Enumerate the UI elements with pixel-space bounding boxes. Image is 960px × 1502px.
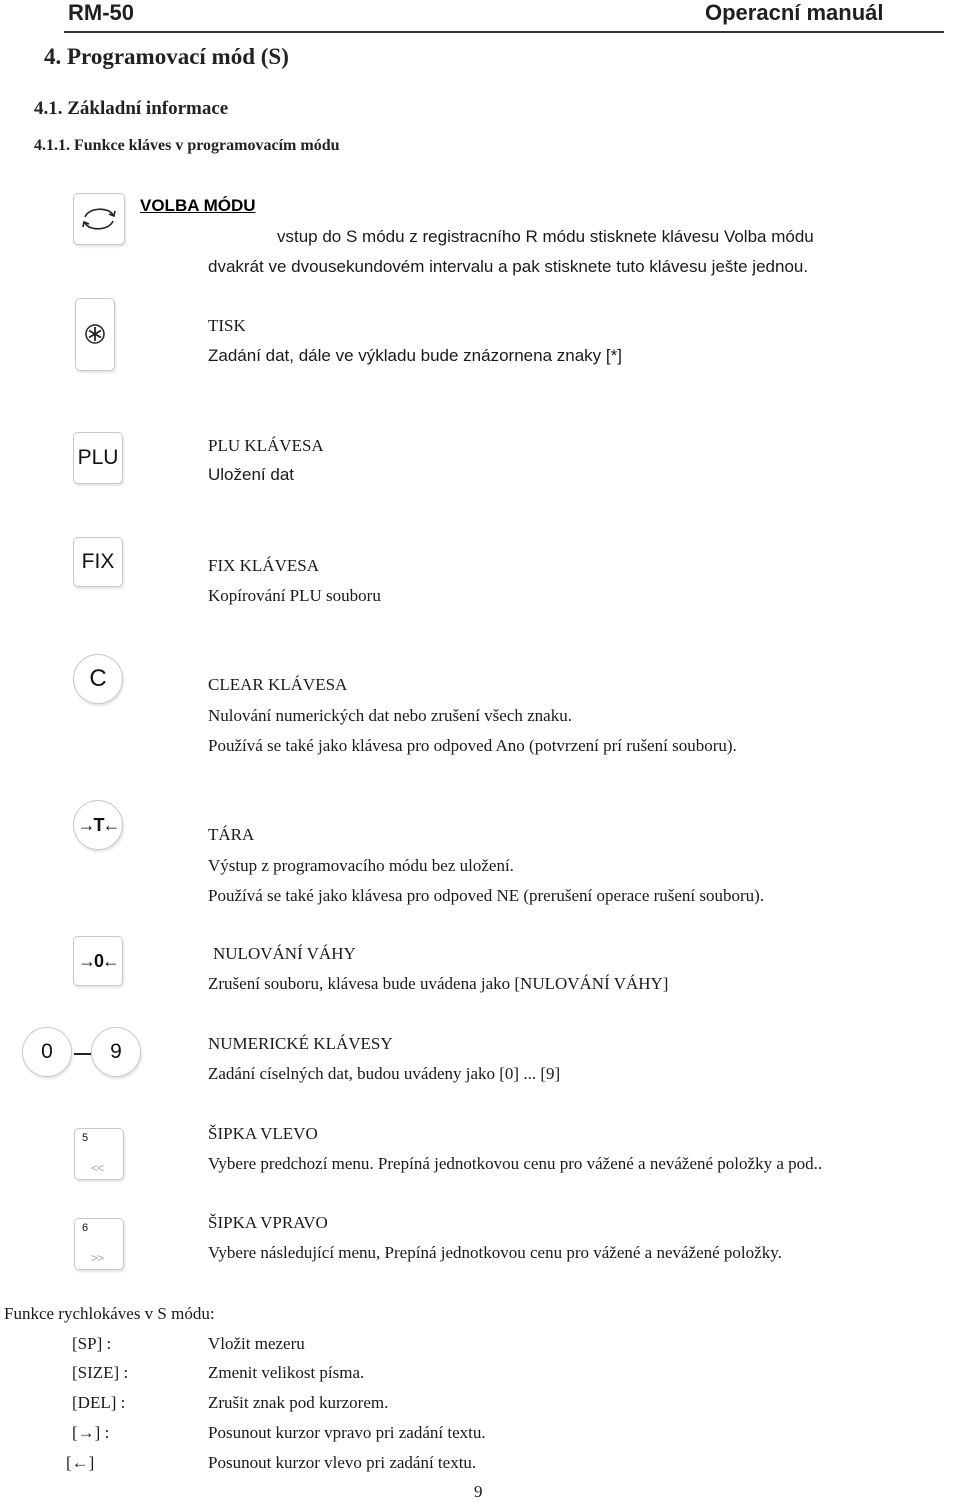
header-divider	[64, 31, 944, 33]
plu-key-title: PLU KLÁVESA	[208, 436, 324, 455]
shortcuts-title: Funkce rychlokáves v S módu:	[4, 1304, 215, 1323]
key-number-6: 6	[82, 1222, 89, 1234]
arrow-left-key-icon: <<	[91, 1161, 104, 1175]
plu-key-desc: Uložení dat	[208, 465, 294, 484]
plu-icon: PLU	[77, 446, 119, 469]
header-model: RM-50	[68, 0, 135, 25]
plu-key	[73, 432, 123, 484]
arrow-right-key-icon: >>	[91, 1251, 104, 1265]
shortcut-key-right: [→] :	[72, 1423, 110, 1442]
shortcut-key-sp: [SP] :	[72, 1334, 112, 1353]
shortcut-key-left: [←]	[66, 1453, 95, 1472]
clear-key-desc-1: Nulování numerických dat nebo zrušení všech znaku.	[208, 706, 572, 725]
arrow-right-key	[74, 1218, 124, 1270]
mode-key-title: VOLBA MÓDU	[140, 196, 256, 215]
tare-key	[73, 800, 123, 850]
mode-key-desc-2: dvakrát ve dvousekundovém intervalu a pak stisknete tuto klávesu ješte jednou.	[208, 257, 809, 276]
clear-key-desc-2: Používá se také jako klávesa pro odpoved Ano (potvrzení prí rušení souboru).	[208, 736, 737, 755]
arrow-left-title: ŠIPKA VLEVO	[208, 1124, 318, 1143]
shortcut-desc-size: Zmenit velikost písma.	[208, 1363, 365, 1382]
print-key-desc: Zadání dat, dále ve výkladu bude znázornena znaky [*]	[208, 346, 622, 365]
zero-key-desc: Zrušení souboru, klávesa bude uvádena jako [NULOVÁNÍ VÁHY]	[208, 974, 669, 993]
mode-key-desc-1: vstup do S módu z registracního R módu stisknete klávesu Volba módu	[277, 227, 814, 246]
arrow-left-key	[74, 1128, 124, 1180]
cycle-arrows-icon	[79, 203, 119, 235]
shortcut-desc-left: Posunout kurzor vlevo pri zadání textu.	[208, 1453, 477, 1472]
print-key-title: TISK	[208, 316, 246, 335]
print-key	[75, 298, 115, 371]
shortcut-key-size: [SIZE] :	[72, 1363, 129, 1382]
shortcut-desc-right: Posunout kurzor vpravo pri zadání textu.	[208, 1423, 486, 1442]
key-number-5: 5	[82, 1132, 89, 1144]
clear-icon: C	[89, 665, 107, 692]
header-manual-title: Operacní manuál	[705, 0, 884, 25]
numeric-keys-desc: Zadání císelných dat, budou uvádeny jako [0] ... [9]	[208, 1064, 561, 1083]
zero-icon: →0←	[77, 950, 118, 971]
section-title: 4.1. Základní informace	[34, 98, 229, 119]
fix-key	[73, 537, 123, 587]
numeric-keys-title: NUMERICKÉ KLÁVESY	[208, 1034, 393, 1053]
shortcut-desc-del: Zrušit znak pod kurzorem.	[208, 1393, 389, 1412]
tare-key-title: TÁRA	[208, 825, 255, 844]
clear-key-title: CLEAR KLÁVESA	[208, 675, 348, 694]
arrow-right-title: ŠIPKA VPRAVO	[208, 1213, 328, 1232]
range-dash	[74, 1053, 92, 1055]
zero-key-title: NULOVÁNÍ VÁHY	[213, 944, 356, 963]
numeric-key-0	[22, 1027, 72, 1077]
page-title: 4. Programovací mód (S)	[44, 44, 289, 69]
fix-key-title: FIX KLÁVESA	[208, 556, 319, 575]
digit-nine-icon: 9	[110, 1040, 122, 1063]
tare-key-desc-2: Používá se také jako klávesa pro odpoved NE (prerušení operace rušení souboru).	[208, 886, 765, 905]
fix-key-desc: Kopírování PLU souboru	[208, 586, 381, 605]
digit-zero-icon: 0	[41, 1040, 53, 1063]
arrow-right-desc: Vybere následující menu, Prepíná jednotkovou cenu pro vážené a nevážené položky.	[208, 1243, 782, 1262]
asterisk-icon	[84, 323, 106, 345]
tare-icon: →T←	[77, 814, 119, 835]
shortcut-key-del: [DEL] :	[72, 1393, 126, 1412]
clear-key	[73, 654, 123, 704]
tare-key-desc-1: Výstup z programovacího módu bez uložení.	[208, 856, 514, 875]
mode-key	[73, 193, 125, 245]
arrow-left-desc: Vybere predchozí menu. Prepíná jednotkovou cenu pro vážené a nevážené položky a pod..	[208, 1154, 823, 1173]
subsection-title: 4.1.1. Funkce kláves v programovacím módu	[34, 137, 340, 154]
numeric-key-9	[91, 1027, 141, 1077]
zero-key	[73, 936, 123, 986]
fix-icon: FIX	[81, 550, 115, 573]
shortcut-desc-sp: Vložit mezeru	[208, 1334, 305, 1353]
page-number: 9	[474, 1482, 483, 1501]
